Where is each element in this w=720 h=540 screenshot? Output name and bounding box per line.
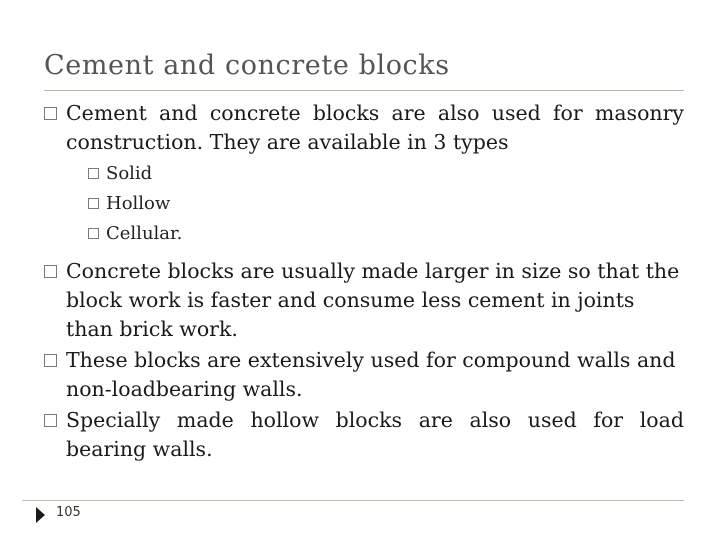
checkbox-bullet-icon xyxy=(44,107,57,120)
checkbox-bullet-icon xyxy=(88,168,99,179)
sub-bullet-item xyxy=(88,219,684,249)
bullet-text: Cement and concrete blocks are also used for masonry construction. They are available in 3 types xyxy=(66,101,684,154)
bullet-item xyxy=(44,257,684,344)
sub-bullet-item xyxy=(88,159,684,189)
sub-bullet-text: Solid xyxy=(106,163,153,184)
checkbox-bullet-icon xyxy=(88,228,99,239)
sub-bullet-list xyxy=(88,159,684,249)
bullet-item xyxy=(44,99,684,157)
triangle-arrow-icon xyxy=(36,507,45,523)
bullet-item xyxy=(44,346,684,404)
checkbox-bullet-icon xyxy=(44,265,57,278)
checkbox-bullet-icon xyxy=(44,354,57,367)
slide-content xyxy=(44,99,684,466)
slide-title: Cement and concrete blocks xyxy=(44,50,450,81)
bullet-text: Specially made hollow blocks are also used for load bearing walls. xyxy=(66,408,684,461)
bullet-item xyxy=(44,406,684,464)
bullet-text: Concrete blocks are usually made larger in size so that the block work is faster and consume less cement in joints than brick work. xyxy=(66,259,680,341)
footer-divider xyxy=(22,500,684,501)
page-number: 105 xyxy=(56,505,81,520)
checkbox-bullet-icon xyxy=(88,198,99,209)
checkbox-bullet-icon xyxy=(44,414,57,427)
sub-bullet-text: Hollow xyxy=(106,193,171,214)
bullet-text: These blocks are extensively used for compound walls and non-loadbearing walls. xyxy=(66,348,676,401)
sub-bullet-text: Cellular. xyxy=(106,223,183,244)
sub-bullet-item xyxy=(88,189,684,219)
title-divider xyxy=(44,90,684,91)
